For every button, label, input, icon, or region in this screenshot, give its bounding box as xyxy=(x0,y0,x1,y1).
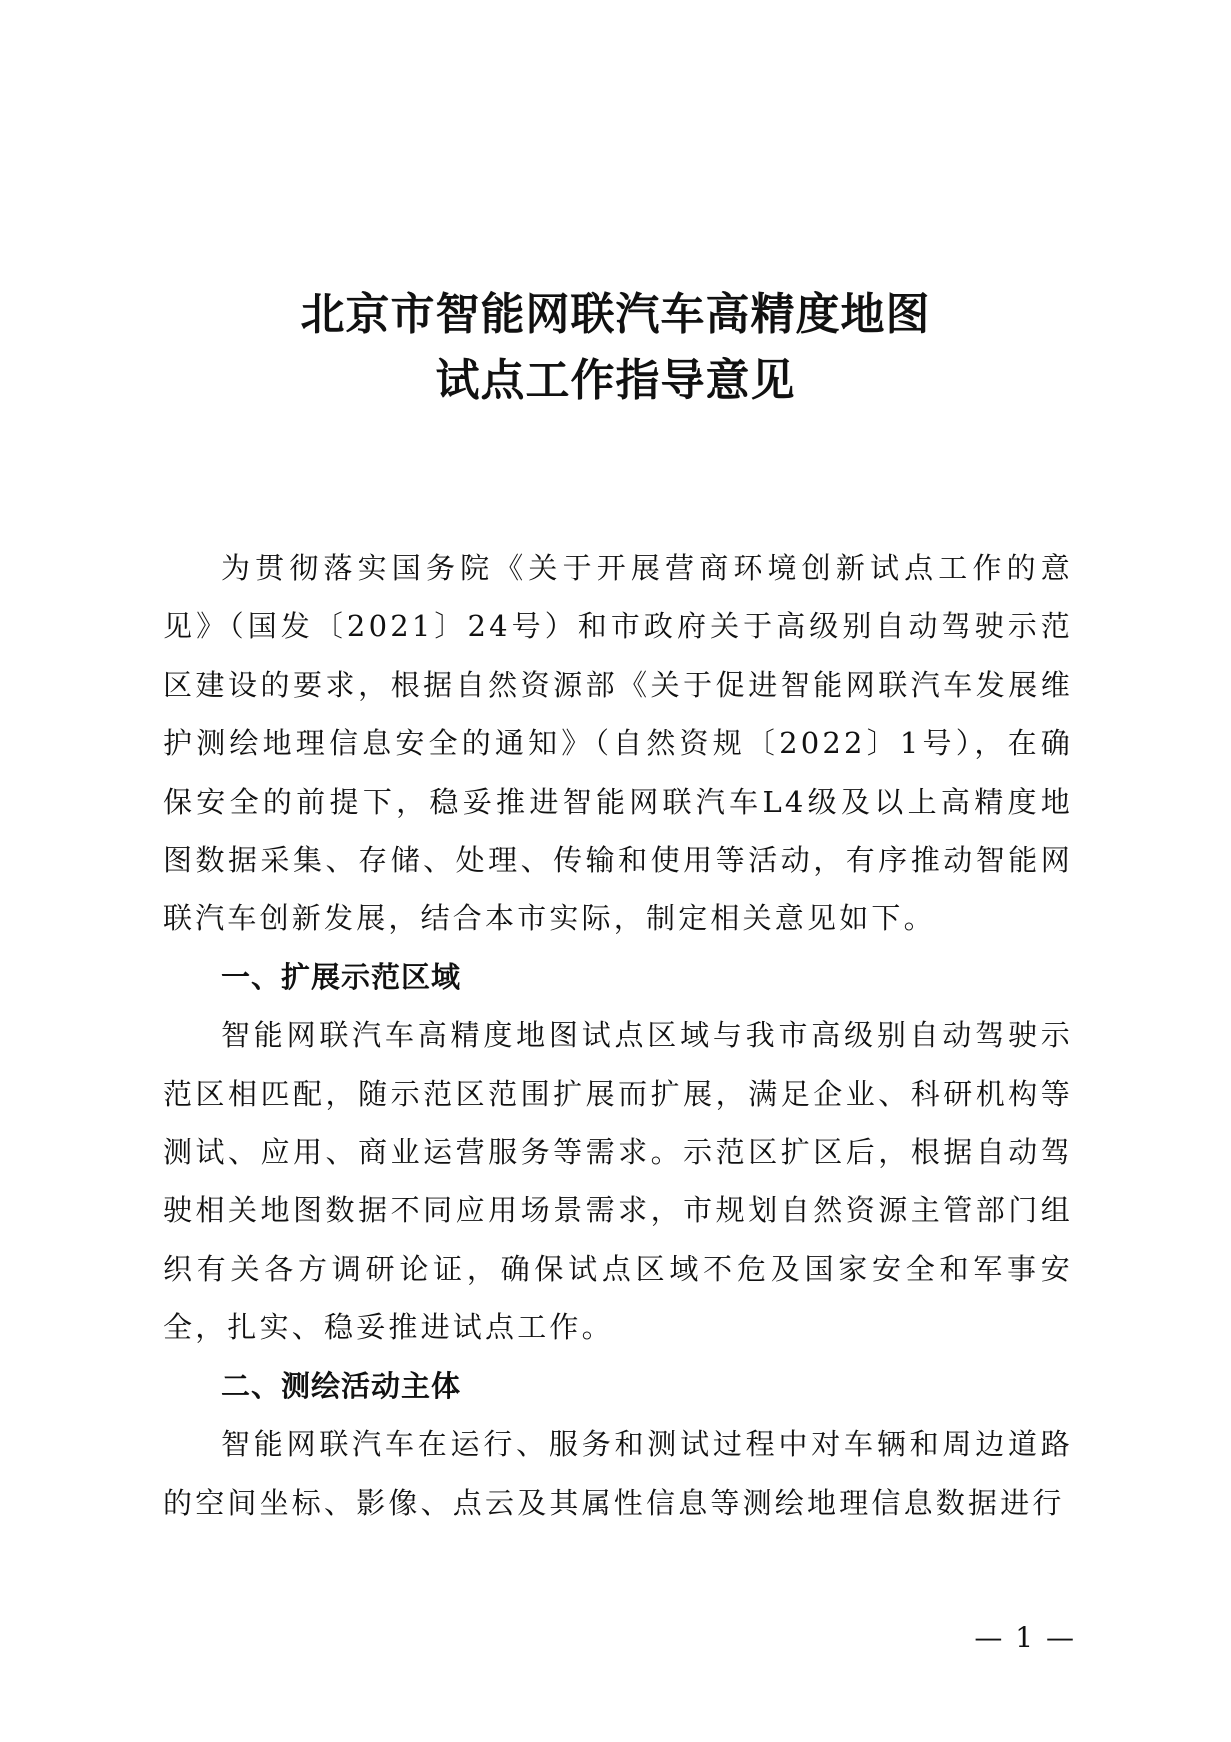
section-1-heading: 一、扩展示范区域 xyxy=(221,959,462,994)
document-title xyxy=(163,282,1068,414)
title-line-2: 试点工作指导意见 xyxy=(435,355,796,406)
section-2-paragraph: 智能网联汽车在运行、服务和测试过程中对车辆和周边道路的空间坐标、影像、点云及其属性信息等测绘地理信息数据进行 xyxy=(163,1427,1073,1520)
section-2-heading: 二、测绘活动主体 xyxy=(221,1368,462,1403)
title-line-1: 北京市智能网联汽车高精度地图 xyxy=(300,289,931,340)
section-1-paragraph: 智能网联汽车高精度地图试点区域与我市高级别自动驾驶示范区相匹配，随示范区范围扩展而扩展，满足企业、科研机构等测试、应用、商业运营服务等需求。示范区扩区后，根据自动驾驶相关地图数据不同应用场景需求，市规划自然资源主管部门组织有关各方调研论证，确保试点区域不危及国家安全和军事安全，扎实、稳妥推进试点工作。 xyxy=(163,1018,1073,1345)
intro-paragraph: 为贯彻落实国务院《关于开展营商环境创新试点工作的意见》（国发〔2021〕24号）和市政府关于高级别自动驾驶示范区建设的要求，根据自然资源部《关于促进智能网联汽车发展维护测绘地理信息安全的通知》（自然资规〔2022〕1号），在确保安全的前提下，稳妥推进智能网联汽车L4级及以上高精度地图数据采集、存储、处理、传输和使用等活动，有序推动智能网联汽车创新发展，结合本市实际，制定相关意见如下。 xyxy=(163,551,1073,936)
document-body xyxy=(163,539,1073,1532)
page-number: — 1 — xyxy=(974,1621,1076,1654)
